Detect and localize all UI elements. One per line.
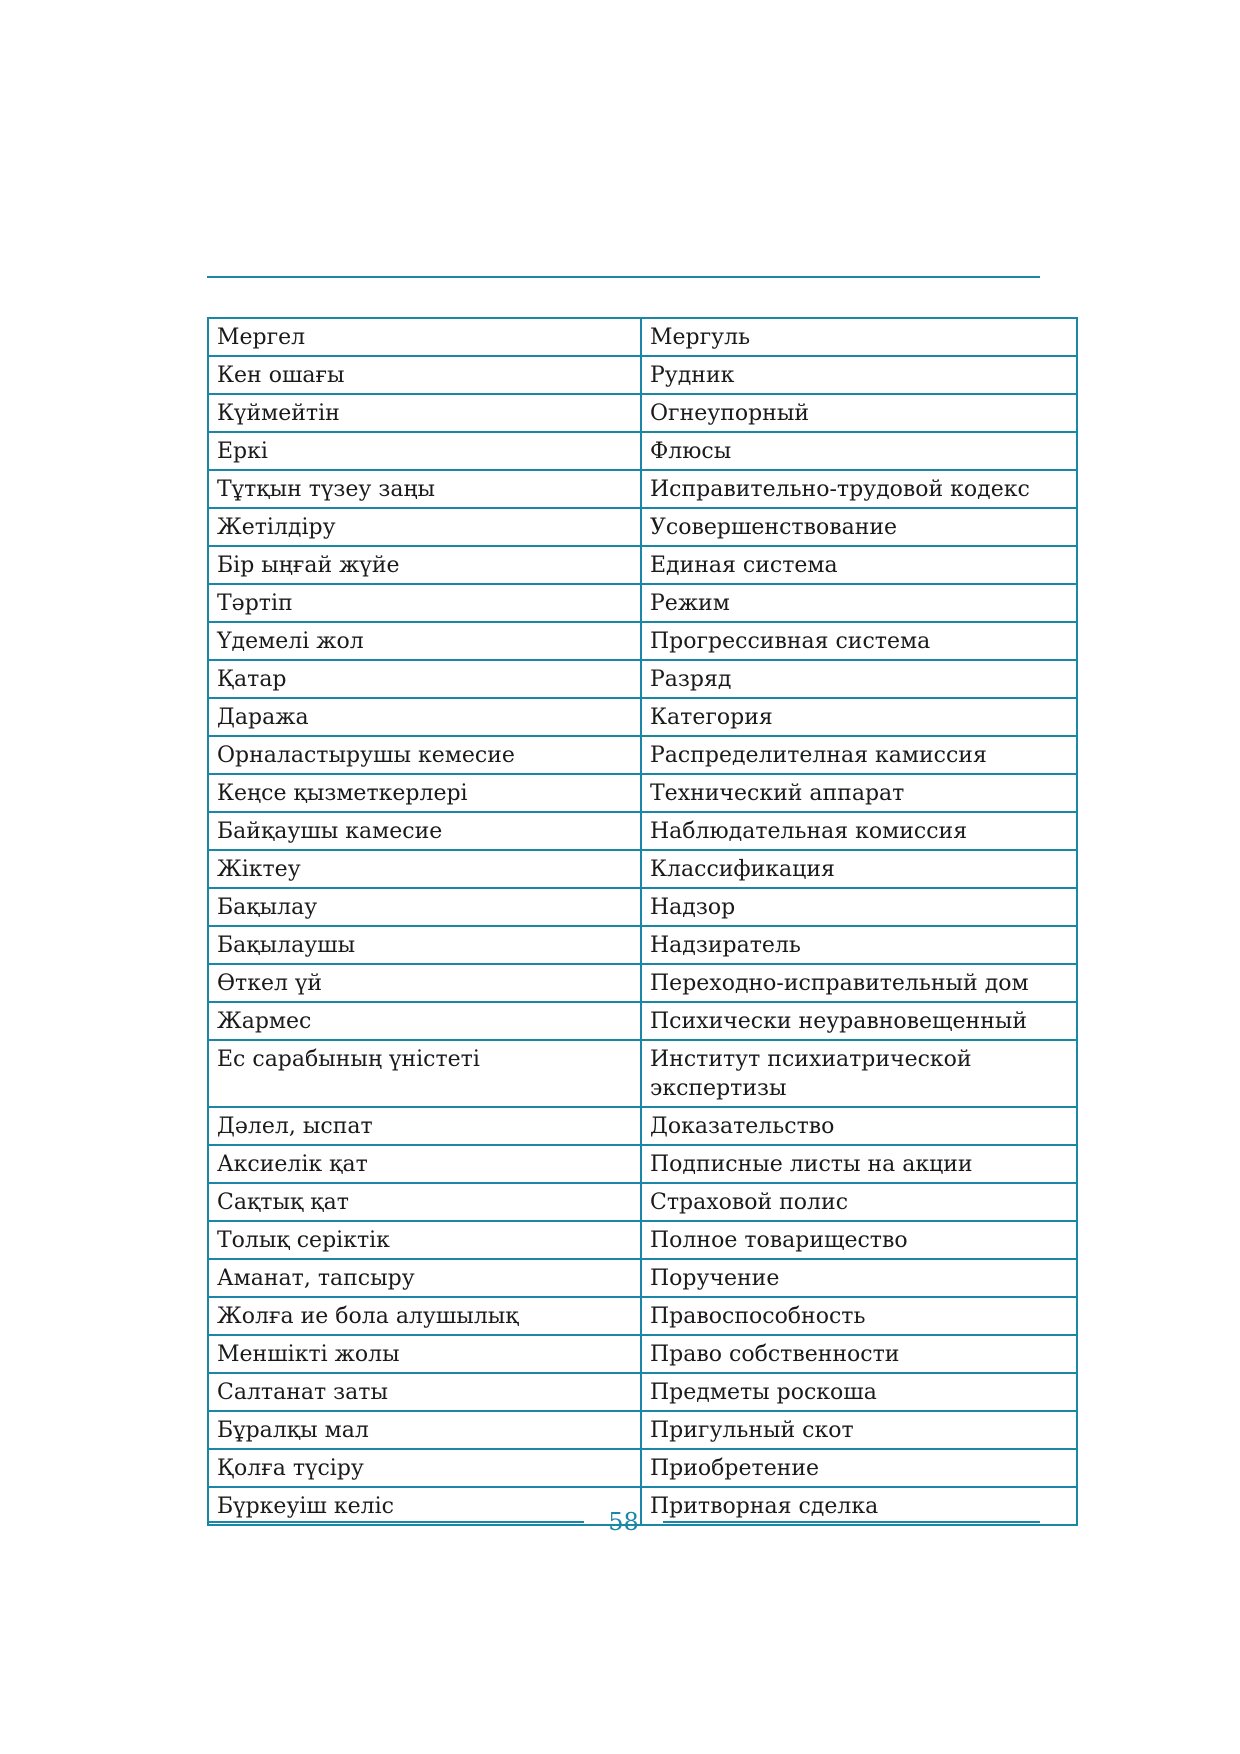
footer-rule-right [663,1521,1040,1523]
table-row [208,318,1077,356]
kazakh-term-cell: Жетілдіру [208,508,641,546]
footer-rule-left [207,1521,584,1523]
kazakh-term-cell: Бұралқы мал [208,1411,641,1449]
table-row [208,1335,1077,1373]
russian-term-cell: Категория [641,698,1077,736]
table-row [208,1373,1077,1411]
russian-term-cell: Прогрессивная система [641,622,1077,660]
russian-term-cell: Мергуль [641,318,1077,356]
glossary-table-body [208,318,1077,1525]
russian-term-cell: Исправительно-трудовой кодекс [641,470,1077,508]
kazakh-term-cell: Өткел үй [208,964,641,1002]
russian-term-cell: Психически неуравновещенный [641,1002,1077,1040]
kazakh-term-cell: Кеңсе қызметкерлері [208,774,641,812]
kazakh-term-cell: Жіктеу [208,850,641,888]
table-row [208,546,1077,584]
kazakh-term-cell: Бақылаушы [208,926,641,964]
russian-term-cell: Подписные листы на акции [641,1145,1077,1183]
table-row [208,1107,1077,1145]
table-row [208,1449,1077,1487]
kazakh-term-cell: Қатар [208,660,641,698]
table-row [208,356,1077,394]
russian-term-cell: Надзор [641,888,1077,926]
kazakh-term-cell: Жармес [208,1002,641,1040]
russian-term-cell: Поручение [641,1259,1077,1297]
kazakh-term-cell: Тәртіп [208,584,641,622]
kazakh-term-cell: Еркі [208,432,641,470]
table-row [208,1221,1077,1259]
table-row [208,888,1077,926]
kazakh-term-cell: Бақылау [208,888,641,926]
kazakh-term-cell: Үдемелі жол [208,622,641,660]
russian-term-cell: Полное товарищество [641,1221,1077,1259]
kazakh-term-cell: Мергел [208,318,641,356]
table-row [208,432,1077,470]
table-row [208,622,1077,660]
kazakh-term-cell: Жолға ие бола алушылық [208,1297,641,1335]
table-row [208,1297,1077,1335]
kazakh-term-cell: Сақтық қат [208,1183,641,1221]
glossary-table-container [207,317,1040,1526]
russian-term-cell: Рудник [641,356,1077,394]
table-row [208,508,1077,546]
kazakh-term-cell: Орналастырушы кемесие [208,736,641,774]
russian-term-cell: Предметы роскоша [641,1373,1077,1411]
russian-term-cell: Классификация [641,850,1077,888]
kazakh-term-cell: Аксиелік қат [208,1145,641,1183]
kazakh-term-cell: Дәлел, ыспат [208,1107,641,1145]
table-row [208,584,1077,622]
table-row [208,1040,1077,1107]
russian-term-cell: Усовершенствование [641,508,1077,546]
russian-term-cell: Доказательство [641,1107,1077,1145]
russian-term-cell: Режим [641,584,1077,622]
header-rule [207,276,1040,278]
kazakh-term-cell: Кен ошағы [208,356,641,394]
kazakh-term-cell: Ес сарабының үністеті [208,1040,641,1107]
table-row [208,470,1077,508]
page-number: 58 [608,1508,639,1536]
russian-term-cell: Наблюдательная комиссия [641,812,1077,850]
russian-term-cell: Институт психиатрической экспертизы [641,1040,1077,1107]
russian-term-cell: Единая система [641,546,1077,584]
kazakh-term-cell: Меншікті жолы [208,1335,641,1373]
kazakh-term-cell: Байқаушы камесие [208,812,641,850]
table-row [208,1002,1077,1040]
table-row [208,964,1077,1002]
kazakh-term-cell: Күймейтін [208,394,641,432]
russian-term-cell: Надзиратель [641,926,1077,964]
russian-term-cell: Правоспособность [641,1297,1077,1335]
kazakh-term-cell: Толық серіктік [208,1221,641,1259]
russian-term-cell: Пригульный скот [641,1411,1077,1449]
table-row [208,812,1077,850]
russian-term-cell: Распределителная камиссия [641,736,1077,774]
kazakh-term-cell: Бүркеуіш келіс [208,1487,641,1525]
russian-term-cell: Притворная сделка [641,1487,1077,1525]
table-row [208,660,1077,698]
kazakh-term-cell: Тұтқын түзеу заңы [208,470,641,508]
table-row [208,1145,1077,1183]
russian-term-cell: Страховой полис [641,1183,1077,1221]
table-row [208,1259,1077,1297]
kazakh-term-cell: Қолға түсіру [208,1449,641,1487]
kazakh-term-cell: Салтанат заты [208,1373,641,1411]
table-row [208,1411,1077,1449]
table-row [208,774,1077,812]
russian-term-cell: Разряд [641,660,1077,698]
russian-term-cell: Огнеупорный [641,394,1077,432]
page-footer [207,1504,1040,1540]
table-row [208,850,1077,888]
kazakh-term-cell: Даража [208,698,641,736]
russian-term-cell: Переходно-исправительный дом [641,964,1077,1002]
russian-term-cell: Приобретение [641,1449,1077,1487]
russian-term-cell: Технический аппарат [641,774,1077,812]
russian-term-cell: Право собственности [641,1335,1077,1373]
table-row [208,698,1077,736]
table-row [208,736,1077,774]
table-row [208,926,1077,964]
glossary-table [207,317,1078,1526]
table-row [208,1183,1077,1221]
table-row [208,394,1077,432]
russian-term-cell: Флюсы [641,432,1077,470]
kazakh-term-cell: Бір ыңғай жүйе [208,546,641,584]
kazakh-term-cell: Аманат, тапсыру [208,1259,641,1297]
